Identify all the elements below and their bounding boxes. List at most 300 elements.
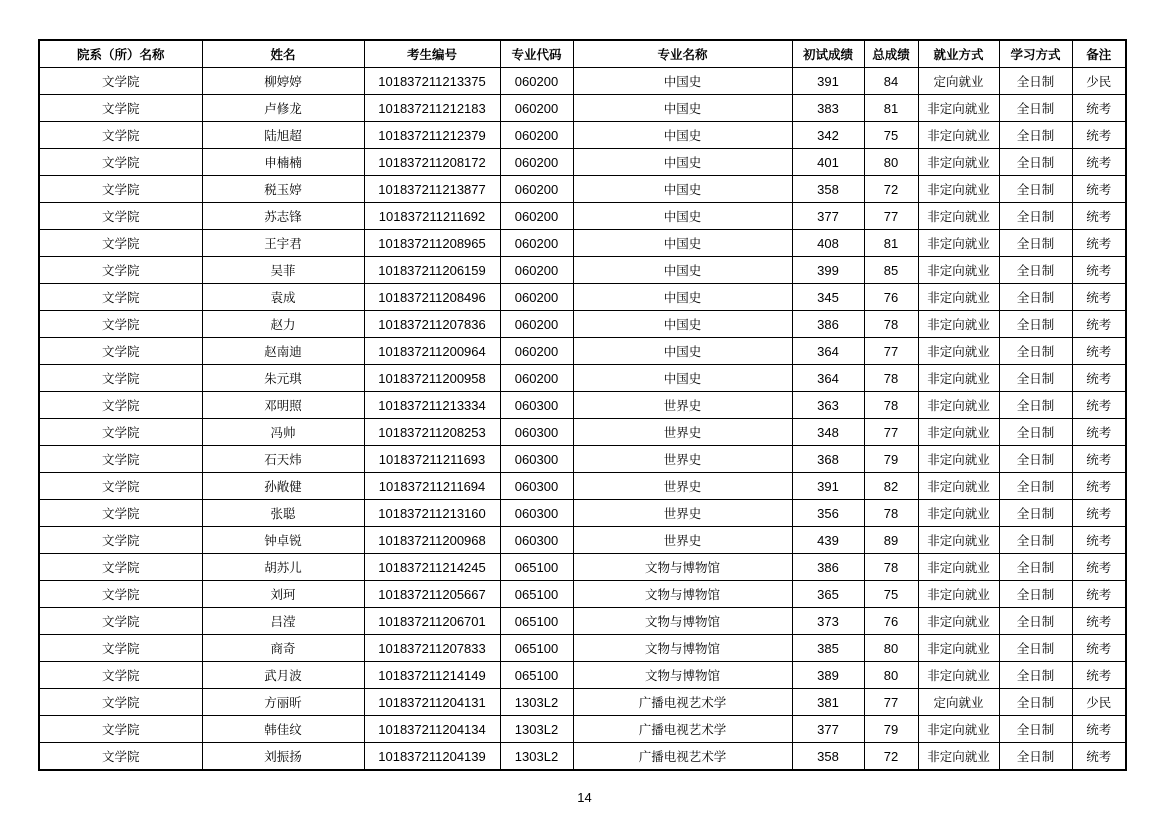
total-score-cell: 77	[864, 338, 918, 365]
major-code-cell: 065100	[500, 635, 573, 662]
study-mode-cell: 全日制	[999, 68, 1072, 95]
initial-score-cell: 377	[792, 716, 864, 743]
initial-score-cell: 391	[792, 68, 864, 95]
major-name-cell: 世界史	[573, 419, 792, 446]
header-remarks: 备注	[1072, 40, 1126, 68]
department-cell: 文学院	[39, 176, 202, 203]
table-row	[39, 662, 1126, 689]
candidate-id-cell: 101837211207836	[364, 311, 500, 338]
name-cell: 吴菲	[202, 257, 364, 284]
name-cell: 石天炜	[202, 446, 364, 473]
total-score-cell: 76	[864, 608, 918, 635]
remarks-cell: 少民	[1072, 689, 1126, 716]
candidate-id-cell: 101837211213334	[364, 392, 500, 419]
name-cell: 张聪	[202, 500, 364, 527]
candidate-id-cell: 101837211212379	[364, 122, 500, 149]
initial-score-cell: 364	[792, 365, 864, 392]
candidate-id-cell: 101837211211693	[364, 446, 500, 473]
remarks-cell: 统考	[1072, 716, 1126, 743]
major-name-cell: 中国史	[573, 176, 792, 203]
major-name-cell: 世界史	[573, 527, 792, 554]
total-score-cell: 80	[864, 635, 918, 662]
total-score-cell: 79	[864, 446, 918, 473]
department-cell: 文学院	[39, 716, 202, 743]
total-score-cell: 80	[864, 662, 918, 689]
initial-score-cell: 391	[792, 473, 864, 500]
candidate-id-cell: 101837211213160	[364, 500, 500, 527]
table-row	[39, 149, 1126, 176]
major-name-cell: 中国史	[573, 149, 792, 176]
remarks-cell: 统考	[1072, 446, 1126, 473]
total-score-cell: 81	[864, 230, 918, 257]
employment-type-cell: 非定向就业	[918, 311, 999, 338]
department-cell: 文学院	[39, 311, 202, 338]
total-score-cell: 72	[864, 176, 918, 203]
table-row	[39, 527, 1126, 554]
major-name-cell: 中国史	[573, 284, 792, 311]
employment-type-cell: 非定向就业	[918, 365, 999, 392]
table-body	[39, 68, 1126, 771]
department-cell: 文学院	[39, 284, 202, 311]
table-row	[39, 608, 1126, 635]
major-code-cell: 065100	[500, 608, 573, 635]
initial-score-cell: 342	[792, 122, 864, 149]
remarks-cell: 统考	[1072, 176, 1126, 203]
name-cell: 卢修龙	[202, 95, 364, 122]
name-cell: 苏志锋	[202, 203, 364, 230]
total-score-cell: 78	[864, 365, 918, 392]
employment-type-cell: 非定向就业	[918, 554, 999, 581]
header-initial-score: 初试成绩	[792, 40, 864, 68]
name-cell: 柳婷婷	[202, 68, 364, 95]
initial-score-cell: 365	[792, 581, 864, 608]
name-cell: 刘振扬	[202, 743, 364, 771]
table-row	[39, 311, 1126, 338]
header-major-code: 专业代码	[500, 40, 573, 68]
remarks-cell: 统考	[1072, 311, 1126, 338]
department-cell: 文学院	[39, 473, 202, 500]
employment-type-cell: 非定向就业	[918, 176, 999, 203]
major-name-cell: 文物与博物馆	[573, 554, 792, 581]
page-number: 14	[577, 790, 592, 805]
major-code-cell: 060200	[500, 176, 573, 203]
employment-type-cell: 非定向就业	[918, 473, 999, 500]
candidate-id-cell: 101837211211692	[364, 203, 500, 230]
table-row	[39, 95, 1126, 122]
study-mode-cell: 全日制	[999, 230, 1072, 257]
study-mode-cell: 全日制	[999, 419, 1072, 446]
major-name-cell: 广播电视艺术学	[573, 716, 792, 743]
employment-type-cell: 非定向就业	[918, 419, 999, 446]
study-mode-cell: 全日制	[999, 743, 1072, 771]
table-row	[39, 284, 1126, 311]
department-cell: 文学院	[39, 527, 202, 554]
major-name-cell: 中国史	[573, 338, 792, 365]
name-cell: 商奇	[202, 635, 364, 662]
name-cell: 钟卓锐	[202, 527, 364, 554]
name-cell: 刘珂	[202, 581, 364, 608]
table-row	[39, 203, 1126, 230]
header-major-name: 专业名称	[573, 40, 792, 68]
study-mode-cell: 全日制	[999, 446, 1072, 473]
major-name-cell: 世界史	[573, 392, 792, 419]
initial-score-cell: 383	[792, 95, 864, 122]
candidate-id-cell: 101837211208253	[364, 419, 500, 446]
department-cell: 文学院	[39, 95, 202, 122]
total-score-cell: 78	[864, 311, 918, 338]
candidate-id-cell: 101837211204131	[364, 689, 500, 716]
remarks-cell: 统考	[1072, 662, 1126, 689]
major-code-cell: 060200	[500, 338, 573, 365]
header-name: 姓名	[202, 40, 364, 68]
study-mode-cell: 全日制	[999, 257, 1072, 284]
total-score-cell: 89	[864, 527, 918, 554]
header-total-score: 总成绩	[864, 40, 918, 68]
total-score-cell: 82	[864, 473, 918, 500]
major-code-cell: 060200	[500, 203, 573, 230]
table-row	[39, 68, 1126, 95]
study-mode-cell: 全日制	[999, 95, 1072, 122]
remarks-cell: 统考	[1072, 149, 1126, 176]
major-code-cell: 065100	[500, 554, 573, 581]
candidate-id-cell: 101837211211694	[364, 473, 500, 500]
department-cell: 文学院	[39, 122, 202, 149]
employment-type-cell: 非定向就业	[918, 662, 999, 689]
employment-type-cell: 定向就业	[918, 689, 999, 716]
major-name-cell: 中国史	[573, 365, 792, 392]
remarks-cell: 统考	[1072, 635, 1126, 662]
header-department: 院系（所）名称	[39, 40, 202, 68]
total-score-cell: 76	[864, 284, 918, 311]
major-code-cell: 060200	[500, 230, 573, 257]
study-mode-cell: 全日制	[999, 176, 1072, 203]
candidate-id-cell: 101837211214245	[364, 554, 500, 581]
candidate-id-cell: 101837211214149	[364, 662, 500, 689]
initial-score-cell: 348	[792, 419, 864, 446]
study-mode-cell: 全日制	[999, 311, 1072, 338]
table-row	[39, 500, 1126, 527]
name-cell: 税玉婷	[202, 176, 364, 203]
employment-type-cell: 非定向就业	[918, 581, 999, 608]
initial-score-cell: 381	[792, 689, 864, 716]
study-mode-cell: 全日制	[999, 716, 1072, 743]
total-score-cell: 77	[864, 203, 918, 230]
table-row	[39, 257, 1126, 284]
remarks-cell: 统考	[1072, 581, 1126, 608]
department-cell: 文学院	[39, 446, 202, 473]
major-code-cell: 060300	[500, 500, 573, 527]
study-mode-cell: 全日制	[999, 338, 1072, 365]
department-cell: 文学院	[39, 365, 202, 392]
department-cell: 文学院	[39, 554, 202, 581]
table-header-row	[39, 40, 1126, 68]
remarks-cell: 统考	[1072, 500, 1126, 527]
candidate-id-cell: 101837211212183	[364, 95, 500, 122]
table-row	[39, 743, 1126, 771]
major-code-cell: 060200	[500, 257, 573, 284]
initial-score-cell: 386	[792, 554, 864, 581]
table-row	[39, 473, 1126, 500]
study-mode-cell: 全日制	[999, 635, 1072, 662]
major-code-cell: 060300	[500, 446, 573, 473]
remarks-cell: 统考	[1072, 95, 1126, 122]
major-name-cell: 广播电视艺术学	[573, 743, 792, 771]
study-mode-cell: 全日制	[999, 662, 1072, 689]
candidate-id-cell: 101837211213375	[364, 68, 500, 95]
study-mode-cell: 全日制	[999, 203, 1072, 230]
employment-type-cell: 非定向就业	[918, 635, 999, 662]
remarks-cell: 统考	[1072, 743, 1126, 771]
major-name-cell: 中国史	[573, 203, 792, 230]
initial-score-cell: 401	[792, 149, 864, 176]
total-score-cell: 84	[864, 68, 918, 95]
name-cell: 申楠楠	[202, 149, 364, 176]
candidate-id-cell: 101837211213877	[364, 176, 500, 203]
candidate-id-cell: 101837211208172	[364, 149, 500, 176]
initial-score-cell: 399	[792, 257, 864, 284]
table-row	[39, 581, 1126, 608]
candidate-id-cell: 101837211200958	[364, 365, 500, 392]
initial-score-cell: 389	[792, 662, 864, 689]
remarks-cell: 统考	[1072, 392, 1126, 419]
initial-score-cell: 377	[792, 203, 864, 230]
total-score-cell: 72	[864, 743, 918, 771]
initial-score-cell: 358	[792, 743, 864, 771]
total-score-cell: 77	[864, 419, 918, 446]
employment-type-cell: 定向就业	[918, 68, 999, 95]
department-cell: 文学院	[39, 149, 202, 176]
initial-score-cell: 345	[792, 284, 864, 311]
major-code-cell: 1303L2	[500, 716, 573, 743]
major-code-cell: 060200	[500, 311, 573, 338]
major-code-cell: 060200	[500, 365, 573, 392]
name-cell: 孙敞健	[202, 473, 364, 500]
initial-score-cell: 363	[792, 392, 864, 419]
name-cell: 吕滢	[202, 608, 364, 635]
major-name-cell: 中国史	[573, 257, 792, 284]
employment-type-cell: 非定向就业	[918, 230, 999, 257]
department-cell: 文学院	[39, 500, 202, 527]
major-name-cell: 文物与博物馆	[573, 662, 792, 689]
employment-type-cell: 非定向就业	[918, 257, 999, 284]
candidate-id-cell: 101837211208965	[364, 230, 500, 257]
major-code-cell: 060300	[500, 527, 573, 554]
major-code-cell: 060300	[500, 419, 573, 446]
total-score-cell: 78	[864, 554, 918, 581]
initial-score-cell: 385	[792, 635, 864, 662]
remarks-cell: 统考	[1072, 257, 1126, 284]
department-cell: 文学院	[39, 68, 202, 95]
employment-type-cell: 非定向就业	[918, 446, 999, 473]
employment-type-cell: 非定向就业	[918, 392, 999, 419]
department-cell: 文学院	[39, 257, 202, 284]
major-name-cell: 文物与博物馆	[573, 608, 792, 635]
major-code-cell: 065100	[500, 581, 573, 608]
total-score-cell: 85	[864, 257, 918, 284]
table-row	[39, 635, 1126, 662]
major-name-cell: 中国史	[573, 68, 792, 95]
table-row	[39, 338, 1126, 365]
major-name-cell: 中国史	[573, 230, 792, 257]
candidate-id-cell: 101837211207833	[364, 635, 500, 662]
initial-score-cell: 386	[792, 311, 864, 338]
name-cell: 胡苏儿	[202, 554, 364, 581]
major-code-cell: 060200	[500, 68, 573, 95]
remarks-cell: 统考	[1072, 554, 1126, 581]
remarks-cell: 统考	[1072, 419, 1126, 446]
name-cell: 赵南迪	[202, 338, 364, 365]
total-score-cell: 78	[864, 392, 918, 419]
remarks-cell: 统考	[1072, 230, 1126, 257]
remarks-cell: 统考	[1072, 365, 1126, 392]
candidate-id-cell: 101837211205667	[364, 581, 500, 608]
remarks-cell: 少民	[1072, 68, 1126, 95]
candidate-id-cell: 101837211206159	[364, 257, 500, 284]
table-row	[39, 365, 1126, 392]
name-cell: 武月波	[202, 662, 364, 689]
employment-type-cell: 非定向就业	[918, 149, 999, 176]
major-name-cell: 世界史	[573, 446, 792, 473]
department-cell: 文学院	[39, 338, 202, 365]
major-name-cell: 世界史	[573, 473, 792, 500]
study-mode-cell: 全日制	[999, 608, 1072, 635]
remarks-cell: 统考	[1072, 338, 1126, 365]
name-cell: 韩佳纹	[202, 716, 364, 743]
employment-type-cell: 非定向就业	[918, 284, 999, 311]
remarks-cell: 统考	[1072, 203, 1126, 230]
major-code-cell: 060200	[500, 284, 573, 311]
total-score-cell: 75	[864, 122, 918, 149]
department-cell: 文学院	[39, 689, 202, 716]
remarks-cell: 统考	[1072, 284, 1126, 311]
major-name-cell: 文物与博物馆	[573, 581, 792, 608]
study-mode-cell: 全日制	[999, 689, 1072, 716]
remarks-cell: 统考	[1072, 473, 1126, 500]
employment-type-cell: 非定向就业	[918, 203, 999, 230]
candidate-id-cell: 101837211200964	[364, 338, 500, 365]
table-row	[39, 554, 1126, 581]
major-name-cell: 中国史	[573, 122, 792, 149]
table-row	[39, 446, 1126, 473]
initial-score-cell: 358	[792, 176, 864, 203]
study-mode-cell: 全日制	[999, 149, 1072, 176]
major-name-cell: 中国史	[573, 311, 792, 338]
remarks-cell: 统考	[1072, 608, 1126, 635]
major-code-cell: 060200	[500, 122, 573, 149]
study-mode-cell: 全日制	[999, 122, 1072, 149]
header-study-mode: 学习方式	[999, 40, 1072, 68]
department-cell: 文学院	[39, 662, 202, 689]
department-cell: 文学院	[39, 608, 202, 635]
table-row	[39, 176, 1126, 203]
total-score-cell: 79	[864, 716, 918, 743]
department-cell: 文学院	[39, 230, 202, 257]
name-cell: 王宇君	[202, 230, 364, 257]
initial-score-cell: 408	[792, 230, 864, 257]
initial-score-cell: 368	[792, 446, 864, 473]
major-name-cell: 中国史	[573, 95, 792, 122]
candidate-id-cell: 101837211200968	[364, 527, 500, 554]
total-score-cell: 75	[864, 581, 918, 608]
table-row	[39, 230, 1126, 257]
employment-type-cell: 非定向就业	[918, 500, 999, 527]
major-code-cell: 060300	[500, 473, 573, 500]
name-cell: 冯帅	[202, 419, 364, 446]
initial-score-cell: 356	[792, 500, 864, 527]
employment-type-cell: 非定向就业	[918, 95, 999, 122]
department-cell: 文学院	[39, 743, 202, 771]
initial-score-cell: 364	[792, 338, 864, 365]
table-row	[39, 419, 1126, 446]
major-code-cell: 1303L2	[500, 689, 573, 716]
initial-score-cell: 373	[792, 608, 864, 635]
name-cell: 邓明照	[202, 392, 364, 419]
table-row	[39, 122, 1126, 149]
major-name-cell: 广播电视艺术学	[573, 689, 792, 716]
employment-type-cell: 非定向就业	[918, 716, 999, 743]
header-candidate-id: 考生编号	[364, 40, 500, 68]
candidate-id-cell: 101837211204139	[364, 743, 500, 771]
study-mode-cell: 全日制	[999, 392, 1072, 419]
major-code-cell: 065100	[500, 662, 573, 689]
header-employment-type: 就业方式	[918, 40, 999, 68]
major-name-cell: 文物与博物馆	[573, 635, 792, 662]
table-row	[39, 716, 1126, 743]
name-cell: 赵力	[202, 311, 364, 338]
name-cell: 袁成	[202, 284, 364, 311]
major-code-cell: 060200	[500, 95, 573, 122]
study-mode-cell: 全日制	[999, 365, 1072, 392]
department-cell: 文学院	[39, 635, 202, 662]
name-cell: 方丽昕	[202, 689, 364, 716]
table-row	[39, 392, 1126, 419]
employment-type-cell: 非定向就业	[918, 608, 999, 635]
remarks-cell: 统考	[1072, 527, 1126, 554]
study-mode-cell: 全日制	[999, 527, 1072, 554]
study-mode-cell: 全日制	[999, 554, 1072, 581]
major-code-cell: 060300	[500, 392, 573, 419]
major-name-cell: 世界史	[573, 500, 792, 527]
name-cell: 陆旭超	[202, 122, 364, 149]
total-score-cell: 77	[864, 689, 918, 716]
total-score-cell: 80	[864, 149, 918, 176]
study-mode-cell: 全日制	[999, 500, 1072, 527]
candidate-id-cell: 101837211208496	[364, 284, 500, 311]
department-cell: 文学院	[39, 419, 202, 446]
table-row	[39, 689, 1126, 716]
admission-list-table	[38, 39, 1127, 771]
candidate-id-cell: 101837211206701	[364, 608, 500, 635]
total-score-cell: 81	[864, 95, 918, 122]
department-cell: 文学院	[39, 392, 202, 419]
total-score-cell: 78	[864, 500, 918, 527]
candidate-id-cell: 101837211204134	[364, 716, 500, 743]
employment-type-cell: 非定向就业	[918, 338, 999, 365]
study-mode-cell: 全日制	[999, 581, 1072, 608]
study-mode-cell: 全日制	[999, 473, 1072, 500]
employment-type-cell: 非定向就业	[918, 527, 999, 554]
department-cell: 文学院	[39, 581, 202, 608]
major-code-cell: 1303L2	[500, 743, 573, 771]
employment-type-cell: 非定向就业	[918, 122, 999, 149]
name-cell: 朱元琪	[202, 365, 364, 392]
initial-score-cell: 439	[792, 527, 864, 554]
remarks-cell: 统考	[1072, 122, 1126, 149]
employment-type-cell: 非定向就业	[918, 743, 999, 771]
major-code-cell: 060200	[500, 149, 573, 176]
department-cell: 文学院	[39, 203, 202, 230]
study-mode-cell: 全日制	[999, 284, 1072, 311]
